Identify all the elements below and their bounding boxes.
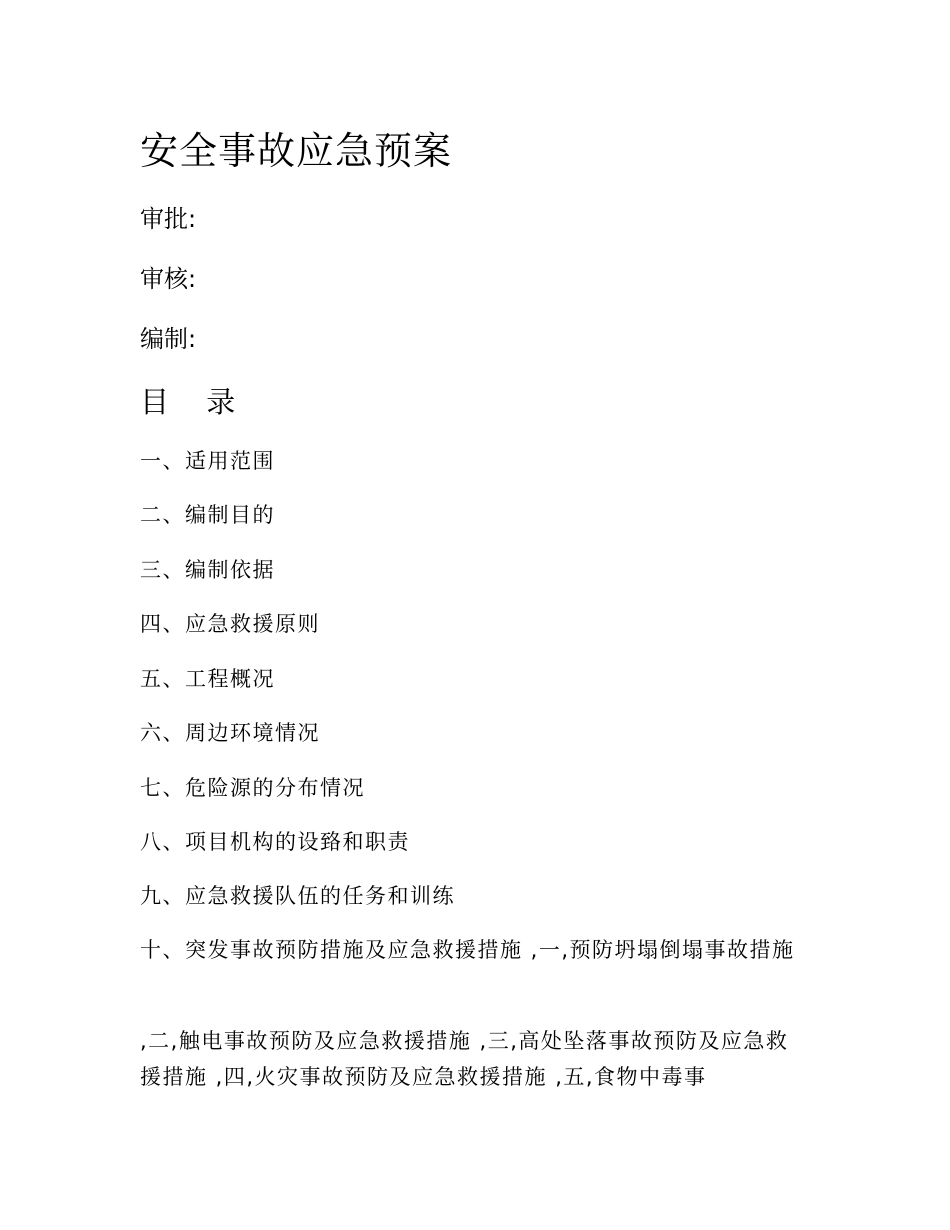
toc-item: 一、适用范围 <box>140 449 275 473</box>
toc-item: 九、应急救援队伍的任务和训练 <box>140 884 455 908</box>
toc-item: 四、应急救援原则 <box>140 612 320 636</box>
approve-label: 审批: <box>140 205 197 233</box>
prepare-label: 编制: <box>140 325 197 353</box>
toc-item: 五、工程概况 <box>140 667 275 691</box>
toc-item-ten: 十、突发事故预防措施及应急救援措施 ,一,预防坍塌倒塌事故措施 <box>140 938 795 962</box>
document-title: 安全事故应急预案 <box>140 129 453 173</box>
toc-item: 二、编制目的 <box>140 503 275 527</box>
toc-item: 八、项目机构的设臵和职责 <box>140 830 410 854</box>
toc-continuation: ,二,触电事故预防及应急救援措施 ,三,高处坠落事故预防及应急救援措施 ,四,火灾事故预防及应急救援措施 ,五,食物中毒事 <box>140 1029 789 1089</box>
toc-item: 三、编制依据 <box>140 558 275 582</box>
toc-heading: 目 录 <box>140 385 250 419</box>
toc-item: 七、危险源的分布情况 <box>140 776 365 800</box>
review-label: 审核: <box>140 265 197 293</box>
toc-item: 六、周边环境情况 <box>140 721 320 745</box>
